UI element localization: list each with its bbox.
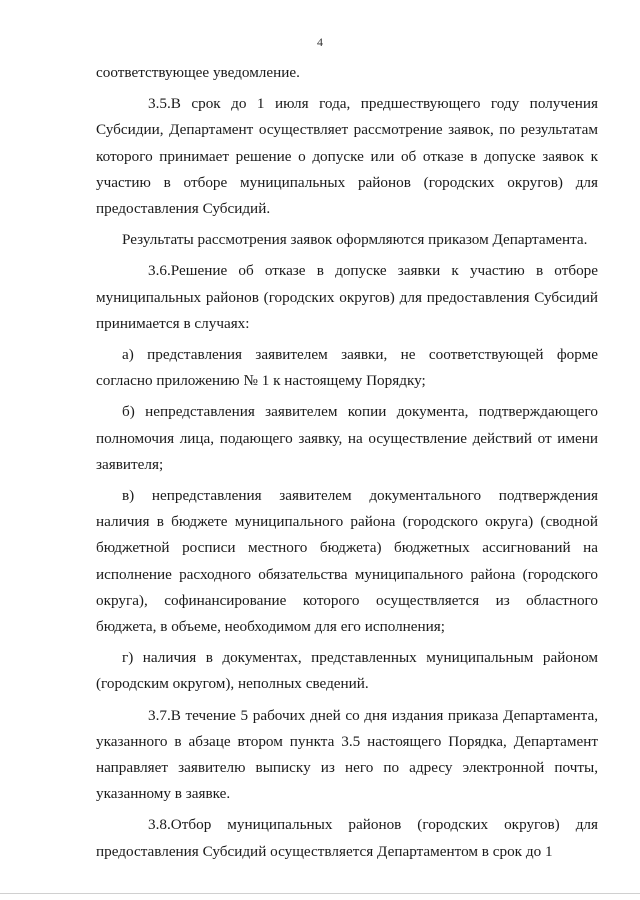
scan-edge-rule [0, 893, 640, 894]
list-item-b [96, 399, 598, 478]
paragraph-3-5 [96, 91, 598, 222]
paragraph-3-7 [96, 703, 598, 808]
paragraph-number: 3.7. [148, 706, 171, 724]
paragraph-text: в) непредставления заявителем документального подтверждения наличия в бюджете муниципального района (городского округа) (сводной бюджетной росписи местного бюджета) бюджетных ассигнований на исполнение расходного обязательства муниципального района (городского округа), софинансирование которого осуществляется из областного бюджета, в объеме, необходимом для его исполнения; [96, 487, 598, 636]
paragraph-text: В течение 5 рабочих дней со дня издания приказа Департамента, указанного в абзаце втором пункта 3.5 настоящего Порядка, Департамент направляет заявителю выписку из него по адресу электронной почты, указанному в заявке. [96, 706, 598, 803]
document-body [96, 60, 598, 870]
paragraph-number: 3.6. [148, 262, 171, 280]
paragraph-text: а) представления заявителем заявки, не соответствующей форме согласно приложению № 1 к настоящему Порядку; [96, 346, 598, 390]
paragraph-results [96, 227, 598, 253]
list-item-a [96, 342, 598, 394]
list-item-g [96, 645, 598, 697]
paragraph-number: 3.5. [148, 95, 171, 113]
paragraph-text: В срок до 1 июля года, предшествующего году получения Субсидии, Департамент осуществляет рассмотрение заявок, по результатам которого принимает решение о допуске или об отказе в допуске заявок к участию в отборе муниципальных районов (городских округов) для предоставления Субсидий. [96, 95, 598, 218]
paragraph-number: 3.8. [148, 816, 171, 834]
list-item-v [96, 483, 598, 640]
paragraph-text: г) наличия в документах, представленных муниципальным районом (городским округом), неполных сведений. [96, 649, 598, 693]
paragraph-text: Отбор муниципальных районов (городских округов) для предоставления Субсидий осуществляется Департаментом в срок до 1 [96, 816, 598, 860]
page-number: 4 [317, 35, 323, 49]
paragraph-text: б) непредставления заявителем копии документа, подтверждающего полномочия лица, подающего заявку, на осуществление действий от имени заявителя; [96, 403, 598, 473]
paragraph-text: Результаты рассмотрения заявок оформляются приказом Департамента. [122, 231, 588, 249]
paragraph-text: Решение об отказе в допуске заявки к участию в отборе муниципальных районов (городских округов) для предоставления Субсидий принимается в случаях: [96, 262, 598, 332]
paragraph-continuation [96, 60, 598, 86]
paragraph-3-8 [96, 812, 598, 864]
paragraph-text: соответствующее уведомление. [96, 64, 300, 81]
paragraph-3-6 [96, 258, 598, 337]
